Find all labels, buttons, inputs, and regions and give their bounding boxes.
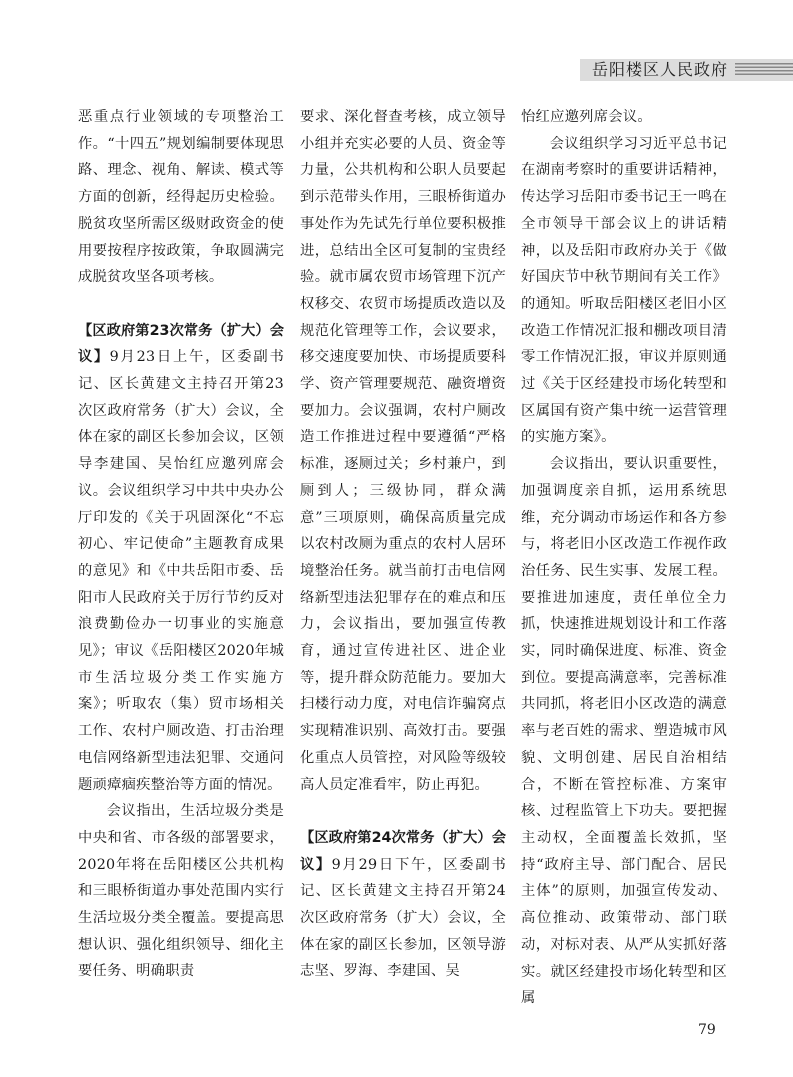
page-number: 79 bbox=[698, 1022, 716, 1038]
text-column-3 bbox=[521, 104, 727, 1012]
header-decorative-lines bbox=[735, 63, 793, 77]
paragraph: 会议指出，生活垃圾分类是中央和省、市各级的部署要求，2020年将在岳阳楼区公共机构和三眼桥街道办事处范围内实行生活垃圾分类全覆盖。要提高思想认识、强化组织领导、细化主要任务、明确职责 bbox=[78, 803, 284, 980]
text-column-2 bbox=[300, 104, 506, 985]
header-title: 岳阳楼区人民政府 bbox=[592, 60, 729, 79]
paragraph-gap bbox=[300, 798, 506, 825]
section-entry bbox=[78, 318, 284, 799]
paragraph: 怡红应邀列席会议。 bbox=[521, 109, 652, 125]
section-lead-text: 9月23日上午，区委副书记、区长黄建文主持召开第23次区政府常务（扩大）会议，全体在家的副区长参加会议，区领导李建国、吴怡红应邀列席会议。会议组织学习中共中央办公厅印发的《关于巩固深化“不忘初心、牢记使命”主题教育成果的意见》和《中共岳阳市委、岳阳市人民政府关于厉行节约反对浪费勤俭办一切事业的实施意见》；审议《岳阳楼区2020年城市生活垃圾分类工作实施方案》；听取农（集）贸市场相关工作、农村户厕改造、打击治理电信网络新型违法犯罪、交通问题顽瘴痼疾整治等方面的情况。 bbox=[78, 349, 284, 793]
paragraph-gap bbox=[78, 291, 284, 318]
section-entry bbox=[300, 825, 506, 985]
section-heading: 【区政府第24次常务（扩大）会议】 bbox=[300, 829, 506, 873]
paragraph: 会议指出，要认识重要性，加强调度亲自抓，运用系统思维，充分调动市场运作和各方参与，将老旧小区改造工作视作政治任务、民生实事、发展工程。要推进加速度，责任单位全力抓，快速推进规划设计和工作落实，同时确保进度、标准、资金到位。要提高满意率，完善标准共同抓，将老旧小区改造的满意率与老百姓的需求、塑造城市风貌、文明创建、居民自治相结合，不断在管控标准、方案审核、过程监管上下功夫。要把握主动权，全面覆盖长效抓，坚持“政府主导、部门配合、居民主体”的原则，加强宣传发动、高位推动、政策带动、部门联动，对标对表、从严从实抓好落实。就区经建投市场化转型和区属 bbox=[521, 456, 727, 1007]
paragraph: 恶重点行业领域的专项整治工作。“十四五”规划编制要体现思路、理念、视角、解读、模式等方面的创新，经得起历史检验。脱贫攻坚所需区级财政资金的使用要按程序按政策，争取圆满完成脱贫攻坚各项考核。 bbox=[78, 109, 284, 286]
text-column-1 bbox=[78, 104, 284, 985]
paragraph: 会议组织学习习近平总书记在湖南考察时的重要讲话精神，传达学习岳阳市委书记王一鸣在全市领导干部会议上的讲话精神，以及岳阳市政府办关于《做好国庆节中秋节期间有关工作》的通知。听取岳阳楼区老旧小区改造工作情况汇报和棚改项目清零工作情况汇报，审议并原则通过《关于区经建投市场化转型和区属国有资产集中统一运营管理的实施方案》。 bbox=[521, 135, 727, 446]
section-lead-text: 9月29日下午，区委副书记、区长黄建文主持召开第24次区政府常务（扩大）会议，全体在家的副区长参加，区领导游志坚、罗海、李建国、吴 bbox=[300, 856, 506, 980]
section-heading: 【区政府第23次常务（扩大）会议】 bbox=[78, 322, 284, 366]
paragraph: 要求、深化督查考核，成立领导小组并充实必要的人员、资金等力量，公共机构和公职人员要起到示范带头作用，三眼桥街道办事处作为先试先行单位要积极推进，总结出全区可复制的宝贵经验。就市属农贸市场管理下沉产权移交、农贸市场提质改造以及规范化管理等工作，会议要求，移交速度要加快、市场提质要科学、资产管理要规范、融资增资要加力。会议强调，农村户厕改造工作推进过程中要遵循“严格标准，逐厕过关；乡村兼户，到厕到人；三级协同，群众满意”三项原则，确保高质量完成以农村改厕为重点的农村人居环境整治任务。就当前打击电信网络新型违法犯罪存在的难点和压力，会议指出，要加强宣传教育，通过宣传进社区、进企业等，提升群众防范能力。要加大扫楼行动力度，对电信诈骗窝点实现精准识别、高效打击。要强化重点人员管控，对风险等级较高人员定准看牢，防止再犯。 bbox=[300, 109, 506, 793]
running-header bbox=[0, 0, 793, 100]
